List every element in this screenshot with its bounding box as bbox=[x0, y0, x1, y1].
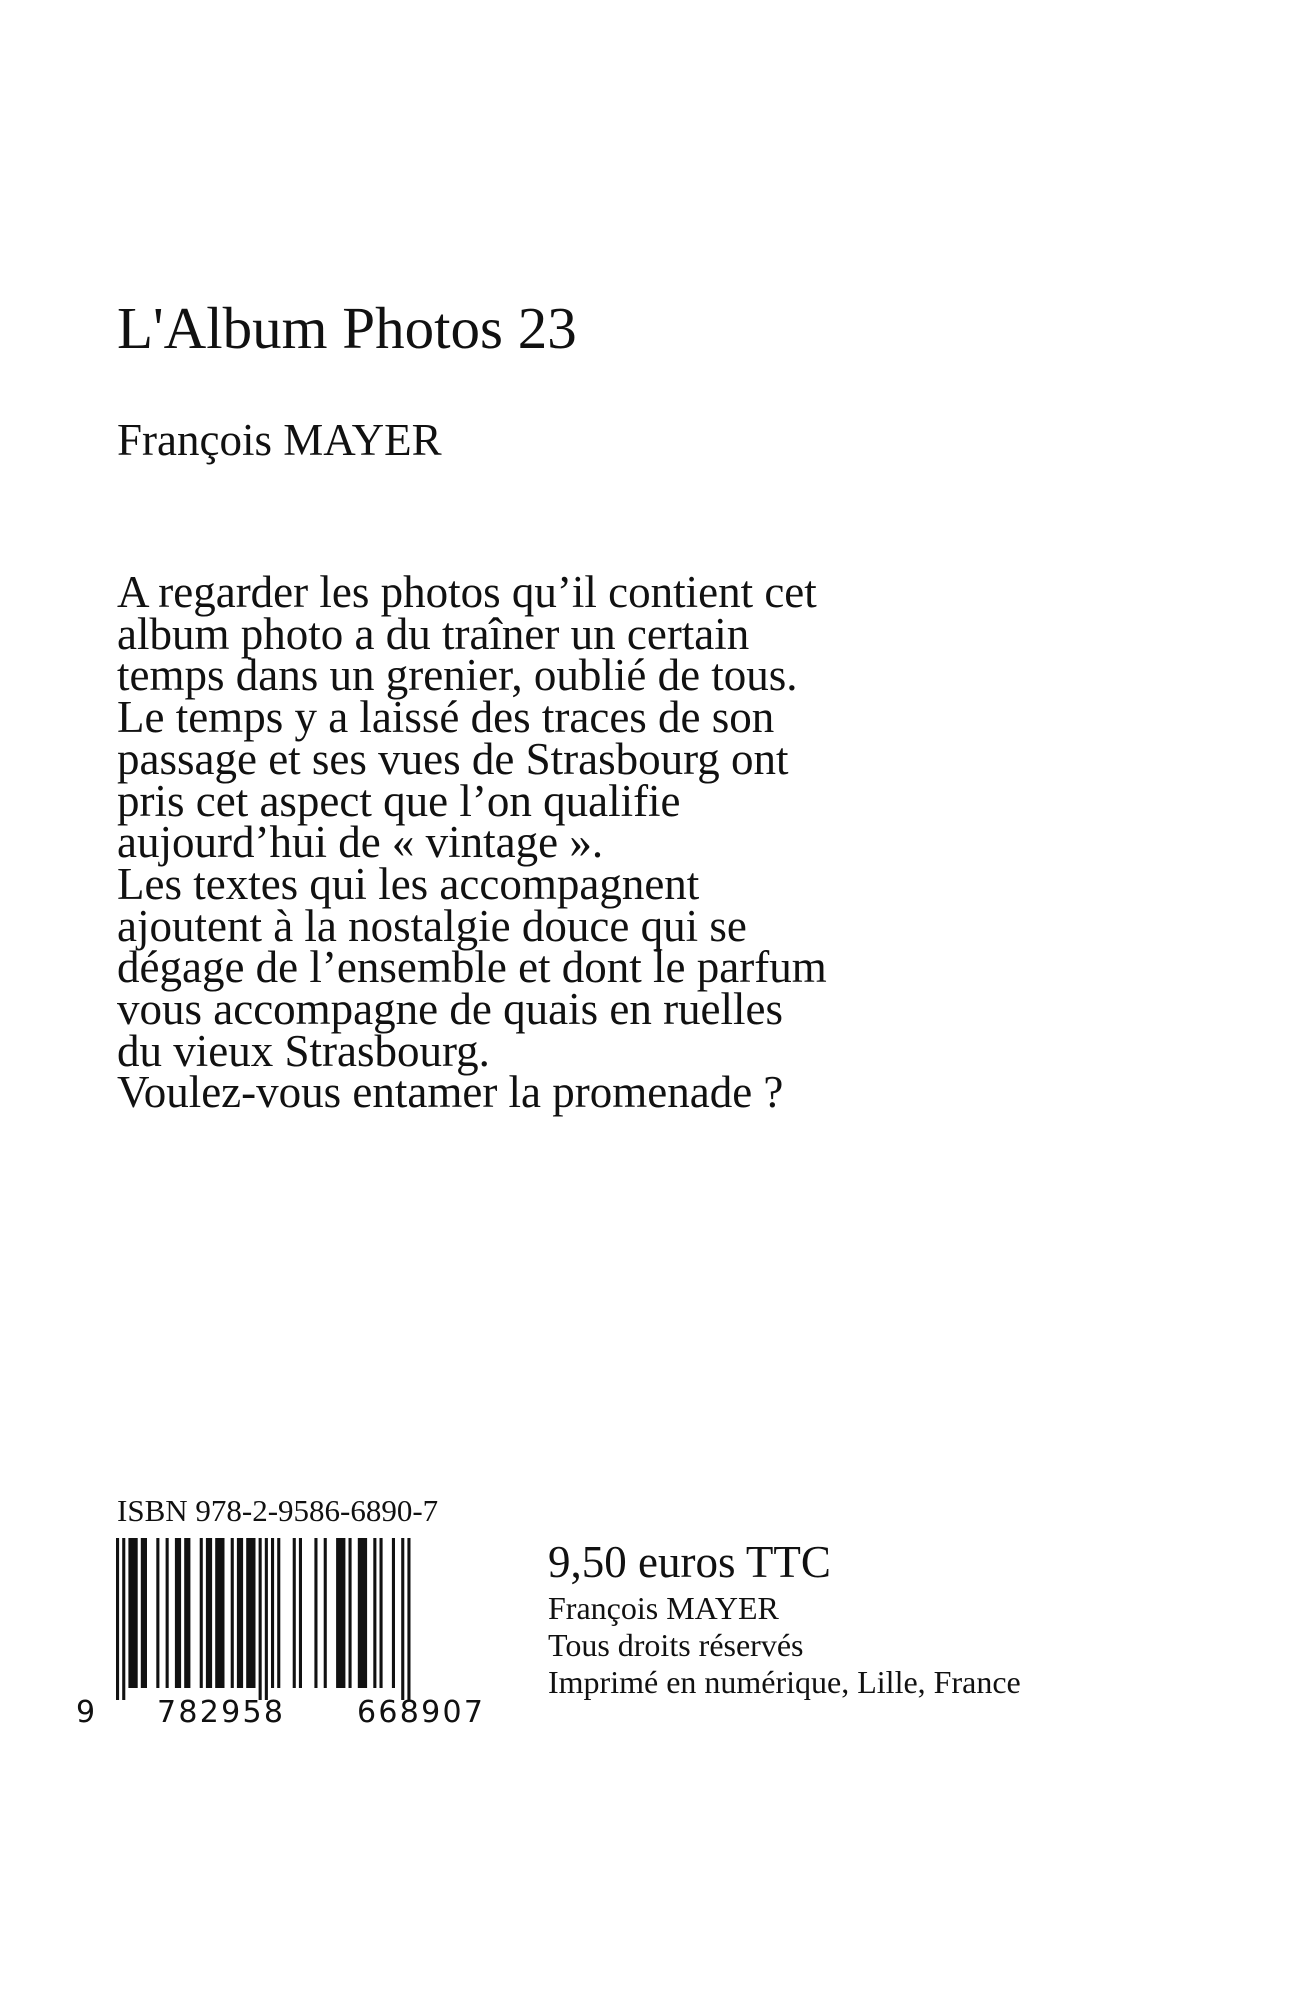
isbn-barcode bbox=[76, 1538, 488, 1724]
blurb-line: album photo a du traîner un certain bbox=[117, 608, 750, 659]
barcode-bar bbox=[200, 1538, 203, 1688]
barcode-bar bbox=[401, 1538, 404, 1700]
barcode-bar bbox=[184, 1538, 190, 1688]
barcode-bar bbox=[215, 1538, 224, 1688]
blurb-line: du vieux Strasbourg. bbox=[117, 1025, 490, 1076]
blurb-line: aujourd’hui de « vintage ». bbox=[117, 817, 604, 868]
blurb-line: A regarder les photos qu’il contient cet bbox=[117, 567, 817, 617]
barcode-bar bbox=[231, 1538, 234, 1688]
book-author: François MAYER bbox=[117, 415, 442, 465]
barcode-bar bbox=[141, 1538, 147, 1688]
colophon-author: François MAYER bbox=[548, 1590, 779, 1626]
blurb-line: passage et ses vues de Strasbourg ont bbox=[117, 733, 789, 784]
barcode-bar bbox=[128, 1538, 137, 1688]
barcode-bar bbox=[277, 1538, 280, 1688]
barcode-bar bbox=[271, 1538, 274, 1688]
barcode-bar bbox=[358, 1538, 367, 1688]
barcode-bar bbox=[156, 1538, 159, 1688]
barcode-bar bbox=[166, 1538, 169, 1688]
blurb-line: Les textes qui les accompagnent bbox=[117, 858, 700, 909]
blurb-line: vous accompagne de quais en ruelles bbox=[117, 984, 784, 1035]
barcode-bar bbox=[116, 1538, 119, 1700]
barcode-right-digits: 668907 bbox=[357, 1695, 483, 1724]
barcode-bar bbox=[380, 1538, 383, 1688]
barcode-bar bbox=[175, 1538, 181, 1688]
blurb-line: dégage de l’ensemble et dont le parfum bbox=[117, 942, 827, 993]
barcode-bar bbox=[259, 1538, 262, 1700]
book-title: L'Album Photos 23 bbox=[117, 295, 577, 361]
barcode-bars bbox=[116, 1538, 411, 1700]
blurb-line: pris cet aspect que l’on qualifie bbox=[117, 775, 681, 826]
blurb-line: Voulez-vous entamer la promenade ? bbox=[117, 1067, 784, 1118]
barcode-first-digit: 9 bbox=[76, 1695, 96, 1724]
blurb-line: ajoutent à la nostalgie douce qui se bbox=[117, 900, 747, 951]
printing-info: Imprimé en numérique, Lille, France bbox=[548, 1664, 1021, 1700]
barcode-bar bbox=[314, 1538, 317, 1688]
blurb-line: temps dans un grenier, oublié de tous. bbox=[117, 650, 798, 701]
blurb-line: Le temps y a laissé des traces de son bbox=[117, 692, 775, 743]
barcode-bar bbox=[265, 1538, 268, 1700]
barcode-bar bbox=[373, 1538, 376, 1688]
barcode-bar bbox=[293, 1538, 296, 1688]
barcode-bar bbox=[407, 1538, 410, 1700]
barcode-left-digits: 782958 bbox=[157, 1695, 283, 1724]
barcode-bar bbox=[237, 1538, 243, 1688]
barcode-bar bbox=[349, 1538, 352, 1688]
barcode-bar bbox=[324, 1538, 327, 1688]
colophon bbox=[548, 1534, 1021, 1701]
barcode-bar bbox=[206, 1538, 212, 1688]
back-cover-blurb bbox=[117, 567, 827, 1118]
barcode-bar bbox=[336, 1538, 345, 1688]
rights-notice: Tous droits réservés bbox=[548, 1627, 804, 1663]
barcode-bar bbox=[299, 1538, 302, 1688]
barcode-bar bbox=[392, 1538, 395, 1688]
price: 9,50 euros TTC bbox=[548, 1537, 831, 1587]
isbn-label: ISBN 978-2-9586-6890-7 bbox=[117, 1493, 439, 1528]
barcode-bar bbox=[122, 1538, 125, 1700]
barcode-bar bbox=[246, 1538, 255, 1688]
